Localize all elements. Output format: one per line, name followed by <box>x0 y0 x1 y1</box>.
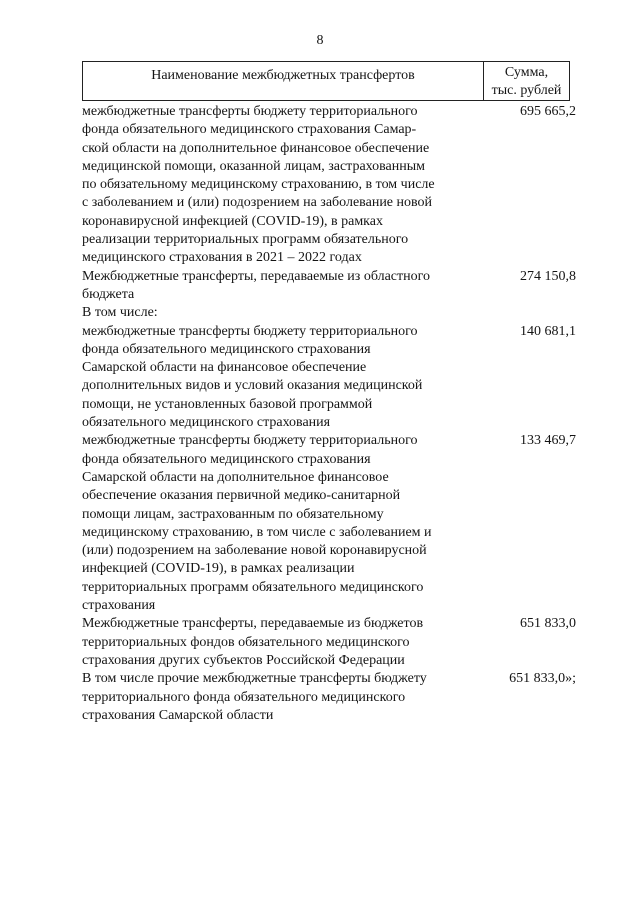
table-row <box>82 670 582 725</box>
row-sum: 133 469,7 <box>520 433 576 449</box>
table-row <box>82 304 582 322</box>
row-sum: 140 681,1 <box>520 323 576 339</box>
table-row <box>82 323 582 433</box>
row-name: межбюджетные трансферты бюджету территориального фонда обязательного медицинского страхования Самарской области на дополнительное финансовое обеспечение оказания первичной медико-санитарной помощи лицам, застрахованным по обязательному медицинскому страхованию, в том числе с заболеванием и (или) подозрением на заболевание новой коронавирусной инфекцией (COVID-19), в рамках реализации территориальных программ обязательного медицинского страхования <box>82 433 432 614</box>
row-name: межбюджетные трансферты бюджету территориального фонда обязательного медицинского страхования Самарской области на финансовое обеспечение дополнительных видов и условий оказания медицинской помощи, не установленных базовой программой обязательного медицинского страхования <box>82 323 423 431</box>
table-row <box>82 268 582 305</box>
table-row <box>82 103 582 268</box>
row-sum: 651 833,0»; <box>509 671 576 687</box>
row-name: Межбюджетные трансферты, передаваемые из бюджетов территориальных фондов обязательного медицинского страхования других субъектов Российской Федерации <box>82 616 424 668</box>
table-header <box>82 61 570 101</box>
table-body <box>82 103 582 725</box>
row-name: межбюджетные трансферты бюджету территориального фонда обязательного медицинского страхования Самар- ской области на дополнительное финансовое обеспечение медицинской помощи, оказанной лицам, застрахованным по обязательному медицинскому страхованию, в том числе с заболеванием и (или) подозрением на заболевание новой коронавирусной инфекцией (COVID-19), в рамках реализации территориальных программ обязательного медицинского страхования в 2021 – 2022 годах <box>82 104 435 266</box>
header-sum-line2: тыс. рублей <box>491 83 562 98</box>
row-sum: 651 833,0 <box>520 616 576 632</box>
header-name-column: Наименование межбюджетных трансфертов <box>151 68 415 83</box>
row-name: В том числе прочие межбюджетные трансферты бюджету территориального фонда обязательного медицинского страхования Самарской области <box>82 671 427 723</box>
table-row <box>82 432 582 615</box>
row-sum: 695 665,2 <box>520 104 576 119</box>
table-row <box>82 615 582 670</box>
header-sum-column <box>483 62 569 100</box>
page-number: 8 <box>316 33 324 48</box>
row-name: Межбюджетные трансферты, передаваемые из областного бюджета <box>82 268 431 302</box>
header-sum-line1: Сумма, <box>504 65 549 80</box>
row-name: В том числе: <box>82 305 158 321</box>
row-sum: 274 150,8 <box>520 268 576 284</box>
